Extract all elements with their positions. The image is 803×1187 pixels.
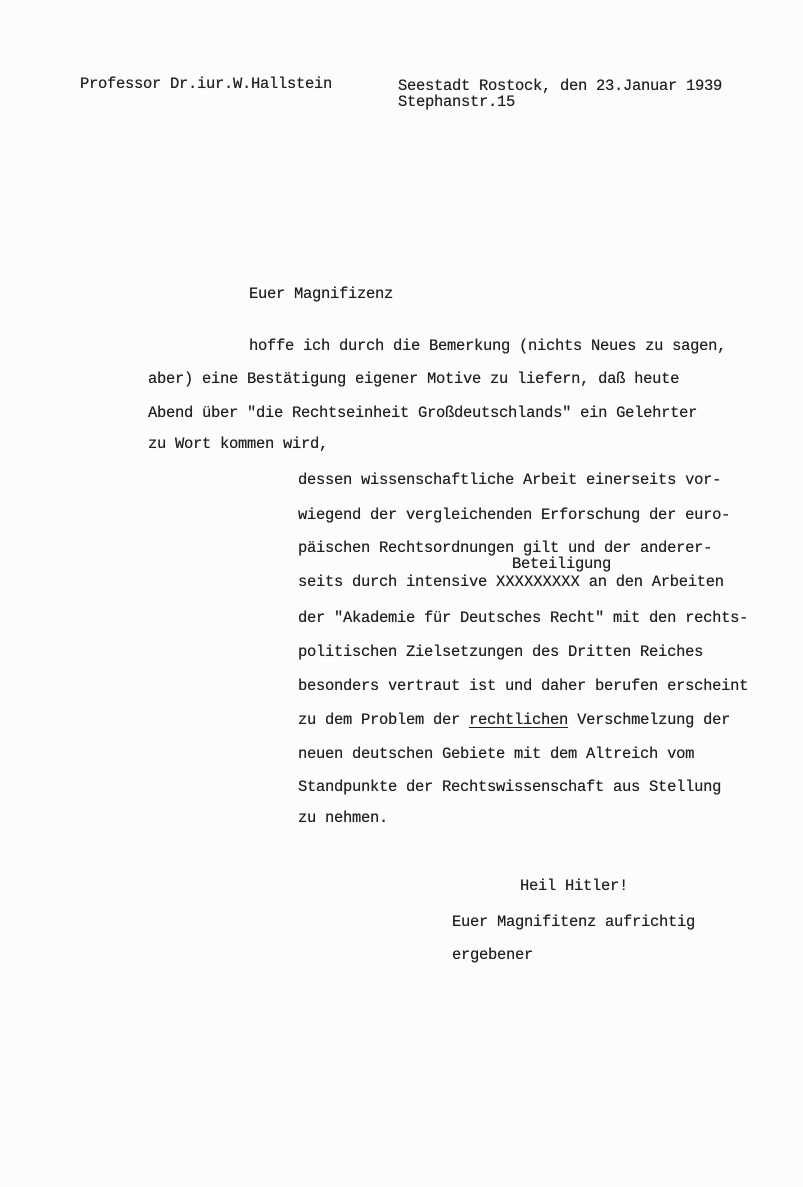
salutation: Euer Magnifizenz <box>249 285 394 303</box>
line-text: zu dem Problem der <box>298 711 470 729</box>
closing-greeting: Heil Hitler! <box>520 877 629 895</box>
line-text: Verschmelzung der <box>568 711 731 729</box>
paragraph2-line: der "Akademie für Deutsches Recht" mit den rechts- <box>298 609 749 627</box>
line-text: an den Arbeiten <box>579 573 724 591</box>
paragraph2-line: Standpunkte der Rechtswissenschaft aus Stellung <box>298 778 722 796</box>
struck-out-text: XXXXXXXXX <box>496 573 580 591</box>
paragraph2-line: päischen Rechtsordnungen gilt und der anderer- <box>298 539 713 557</box>
paragraph2-line: besonders vertraut ist und daher berufen erscheint <box>298 677 749 695</box>
paragraph2-line <box>298 572 724 592</box>
paragraph2-line <box>298 710 730 730</box>
paragraph1-line: zu Wort kommen wird, <box>148 435 329 453</box>
paragraph1-line: Abend über "die Rechtseinheit Großdeutschlands" ein Gelehrter <box>148 404 698 422</box>
paragraph2-line: politischen Zielsetzungen des Dritten Reiches <box>298 643 704 661</box>
sender-address: Stephanstr.15 <box>398 93 516 111</box>
paragraph1-line: aber) eine Bestätigung eigener Motive zu liefern, daß heute <box>148 370 680 388</box>
paragraph2-line: zu nehmen. <box>298 809 389 827</box>
paragraph1-line: hoffe ich durch die Bemerkung (nichts Neues zu sagen, <box>249 337 727 355</box>
paragraph2-line: wiegend der vergleichenden Erforschung der euro- <box>298 506 731 524</box>
closing-line: Euer Magnifitenz aufrichtig <box>452 913 696 931</box>
inserted-word: Beteiligung <box>512 555 612 573</box>
sender-name: Professor Dr.iur.W.Hallstein <box>80 75 333 93</box>
line-text: seits durch intensive <box>298 573 497 591</box>
place-date: Seestadt Rostock, den 23.Januar 1939 <box>398 77 723 95</box>
paragraph2-line: neuen deutschen Gebiete mit dem Altreich vom <box>298 745 695 763</box>
underlined-word: rechtlichen <box>469 711 569 729</box>
paragraph2-line: dessen wissenschaftliche Arbeit einerseits vor- <box>298 471 722 489</box>
closing-line: ergebener <box>452 946 534 964</box>
